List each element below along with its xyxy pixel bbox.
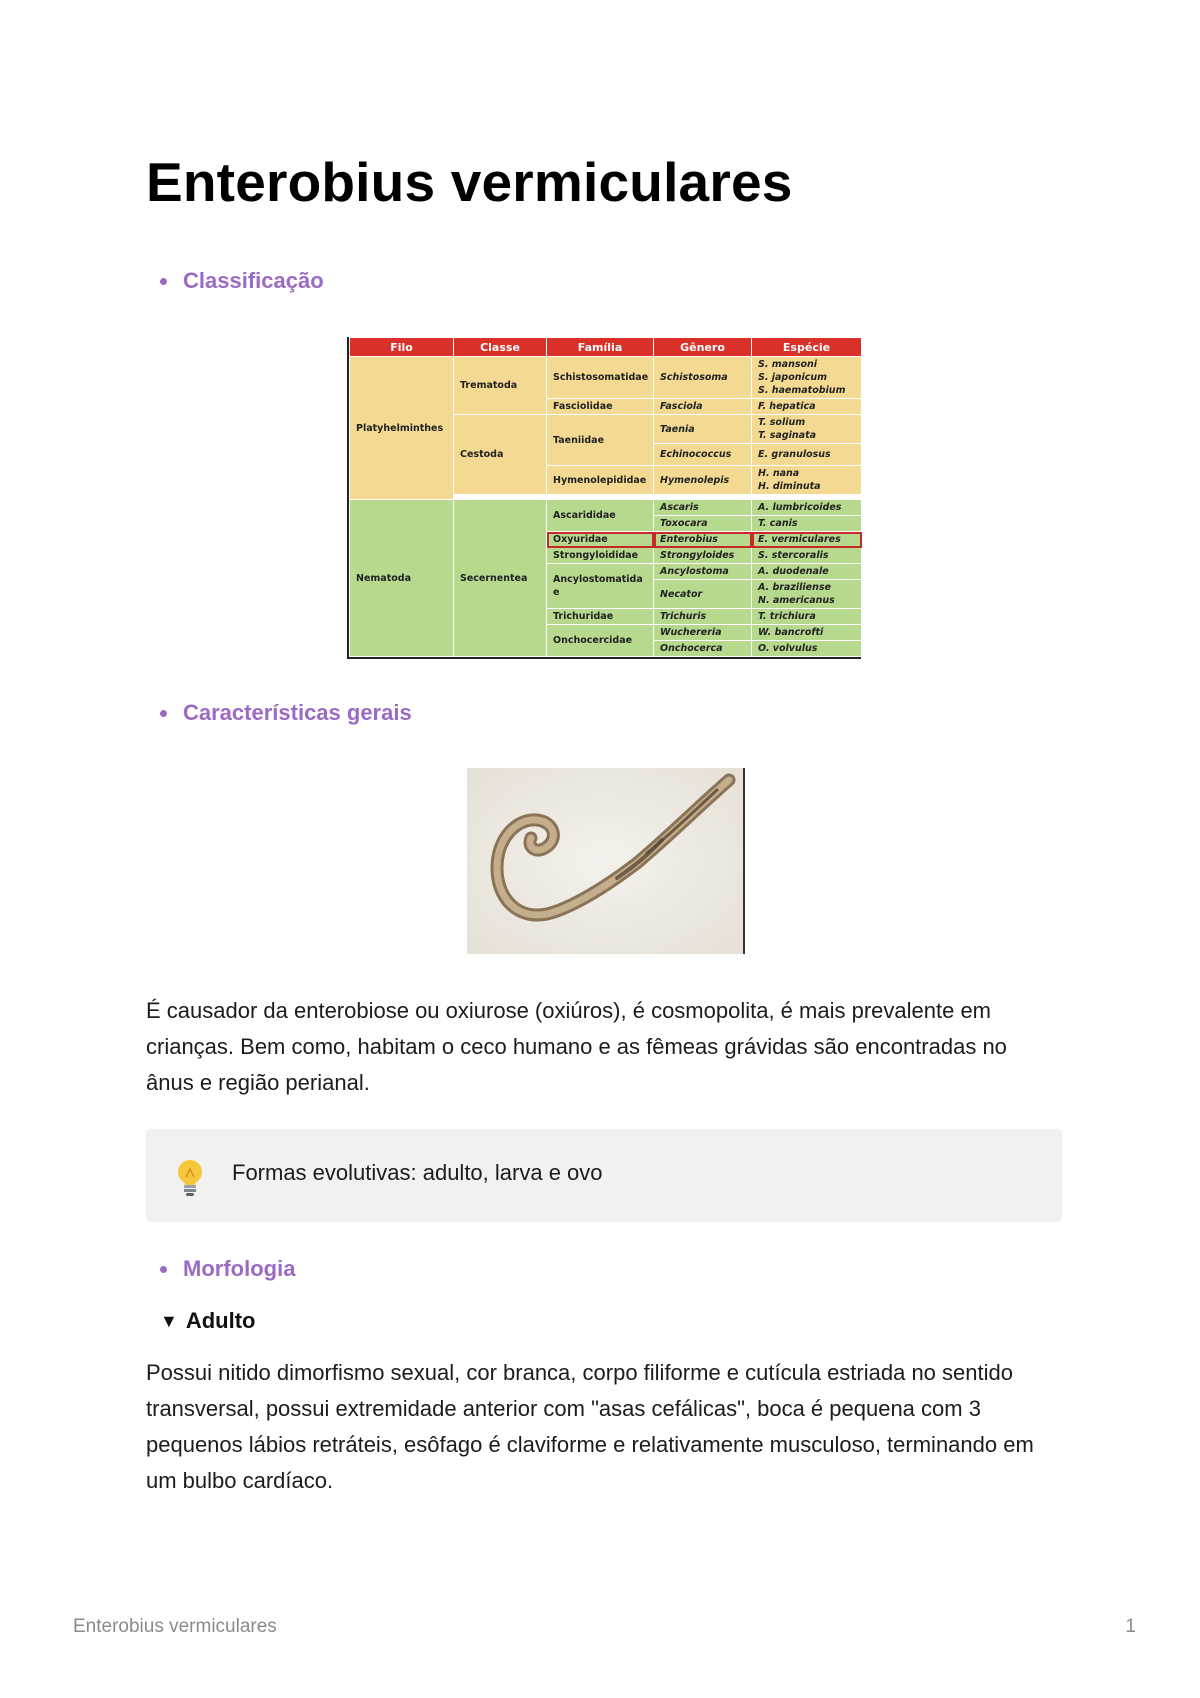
table-border (347, 337, 349, 659)
table-header: Filo (350, 338, 454, 357)
table-cell-genero: Echinococcus (654, 444, 752, 466)
table-cell-familia: Strongyloididae (547, 548, 654, 564)
table-cell-genero: Schistosoma (654, 357, 752, 399)
table-cell-genero: Wuchereria (654, 625, 752, 641)
table-cell-especie: S. mansoni S. japonicum S. haematobium (752, 357, 862, 399)
table-cell-especie: A. duodenale (752, 564, 862, 580)
table-cell-especie: O. volvulus (752, 641, 862, 657)
section-heading-caracteristicas: Características gerais (183, 700, 412, 725)
table-cell-familia: Oxyuridae (547, 532, 654, 548)
table-header-row (350, 338, 862, 357)
classification-table-image (349, 337, 861, 659)
worm-micrograph-image (467, 768, 745, 954)
table-cell-especie: W. bancrofti (752, 625, 862, 641)
lightbulb-icon (174, 1157, 206, 1204)
table-cell-classe: Secernentea (454, 500, 547, 657)
toggle-label: Adulto (185, 1308, 256, 1333)
table-cell-classe: Cestoda (454, 415, 547, 495)
section-heading-classificacao: Classificação (183, 268, 324, 293)
table-cell-genero: Toxocara (654, 516, 752, 532)
paragraph-description: É causador da enterobiose ou oxiurose (oxiúros), é cosmopolita, é mais prevalente em crianças. Bem como, habitam o ceco humano e as fêmeas grávidas são encontradas no ânus e região perianal. (146, 998, 1007, 1095)
bullet-caracteristicas (160, 700, 412, 726)
bullet-dot (160, 1266, 167, 1273)
section-heading-morfologia: Morfologia (183, 1256, 296, 1281)
table-cell-filo: Platyhelminthes (350, 357, 454, 500)
table-cell-classe: Trematoda (454, 357, 547, 415)
paragraph-morfologia: Possui nitido dimorfismo sexual, cor branca, corpo filiforme e cutícula estriada no sentido transversal, possui extremidade anterior com "asas cefálicas", boca é pequena com 3 pequenos lábios retráteis, esôfago é claviforme e relativamente musculoso, terminando em um bulbo cardíaco. (146, 1360, 1034, 1493)
table-cell-especie: A. lumbricoides (752, 500, 862, 516)
table-cell-familia: Ancylostomatida e (547, 564, 654, 609)
toggle-adulto[interactable] (160, 1308, 255, 1334)
bullet-classificacao (160, 268, 324, 294)
callout-box (146, 1129, 1062, 1222)
table-cell-familia: Trichuridae (547, 609, 654, 625)
table-cell-genero: Hymenolepis (654, 466, 752, 495)
table-cell-familia: Taeniidae (547, 415, 654, 466)
table-cell-genero: Trichuris (654, 609, 752, 625)
table-cell-familia: Schistosomatidae (547, 357, 654, 399)
page-title: Enterobius vermiculares (146, 151, 793, 213)
table-cell-genero: Strongyloides (654, 548, 752, 564)
table-cell-familia: Hymenolepididae (547, 466, 654, 495)
worm-illustration (467, 768, 743, 954)
table-cell-especie: H. nana H. diminuta (752, 466, 862, 495)
table-cell-especie: E. vermiculares (752, 532, 862, 548)
table-cell-genero: Taenia (654, 415, 752, 444)
bullet-dot (160, 710, 167, 717)
table-cell-genero: Enterobius (654, 532, 752, 548)
table-header: Gênero (654, 338, 752, 357)
table-cell-genero: Fasciola (654, 399, 752, 415)
table-cell-especie: T. canis (752, 516, 862, 532)
table-cell-genero: Necator (654, 580, 752, 609)
table-cell-genero: Ascaris (654, 500, 752, 516)
table-row (350, 357, 862, 399)
table-cell-especie: E. granulosus (752, 444, 862, 466)
table-cell-especie: S. stercoralis (752, 548, 862, 564)
table-cell-especie: A. braziliense N. americanus (752, 580, 862, 609)
classification-table (349, 337, 862, 657)
table-header: Espécie (752, 338, 862, 357)
table-header: Classe (454, 338, 547, 357)
table-cell-especie: F. hepatica (752, 399, 862, 415)
table-cell-filo: Nematoda (350, 500, 454, 657)
bullet-dot (160, 278, 167, 285)
table-cell-especie: T. trichiura (752, 609, 862, 625)
table-header: Família (547, 338, 654, 357)
bullet-morfologia (160, 1256, 295, 1282)
footer-title: Enterobius vermiculares (73, 1616, 277, 1637)
table-cell-genero: Ancylostoma (654, 564, 752, 580)
callout-text: Formas evolutivas: adulto, larva e ovo (232, 1160, 603, 1185)
table-cell-genero: Onchocerca (654, 641, 752, 657)
triangle-down-icon[interactable]: ▼ (160, 1310, 178, 1331)
footer-page-number: 1 (1125, 1616, 1136, 1637)
table-cell-familia: Onchocercidae (547, 625, 654, 657)
table-row (350, 500, 862, 516)
table-cell-familia: Fasciolidae (547, 399, 654, 415)
table-cell-especie: T. solium T. saginata (752, 415, 862, 444)
table-cell-familia: Ascarididae (547, 500, 654, 532)
